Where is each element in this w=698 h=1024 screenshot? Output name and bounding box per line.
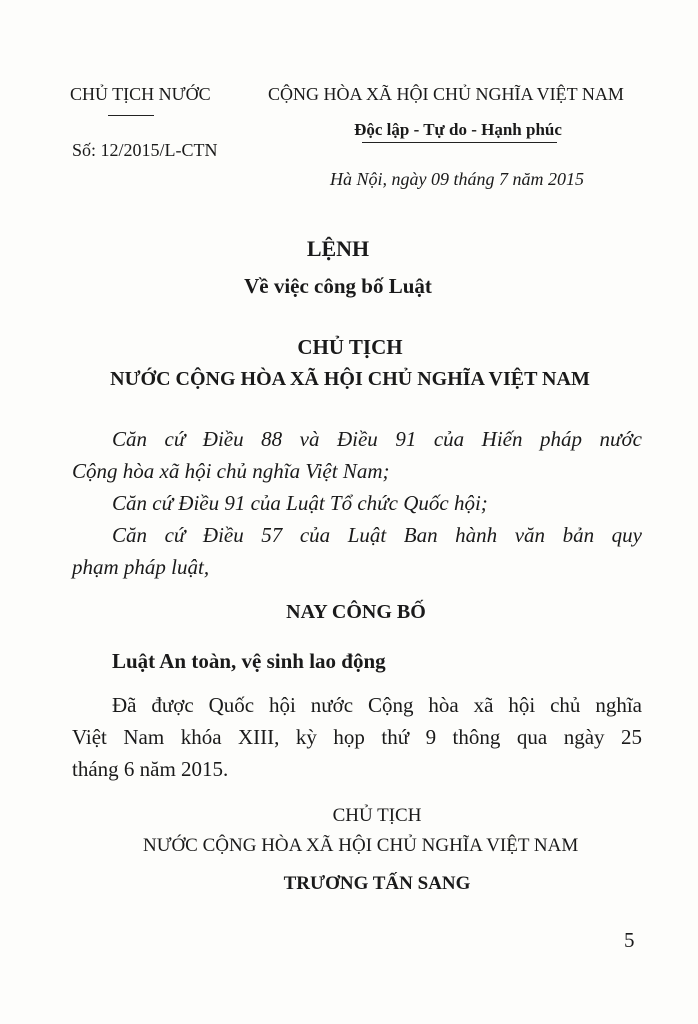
basis-line: Căn cứ Điều 88 và Điều 91 của Hiến pháp nước [112, 427, 642, 451]
document-subject: Về việc công bố Luật [244, 274, 432, 298]
signature-title2: NƯỚC CỘNG HÒA XÃ HỘI CHỦ NGHĨA VIỆT NAM [143, 835, 579, 856]
approval-line: tháng 6 năm 2015. [72, 757, 229, 781]
approval-line: Đã được Quốc hội nước Cộng hòa xã hội chủ nghĩa [112, 693, 642, 717]
basis-line: Căn cứ Điều 91 của Luật Tổ chức Quốc hội; [112, 491, 488, 515]
authority-line2: NƯỚC CỘNG HÒA XÃ HỘI CHỦ NGHĨA VIỆT NAM [110, 368, 590, 390]
authority-line1: CHỦ TỊCH [297, 335, 403, 359]
issuer: CHỦ TỊCH NƯỚC [70, 84, 211, 104]
promulgation-heading: NAY CÔNG BỐ [286, 601, 426, 623]
page-number: 5 [624, 928, 635, 952]
approval-line: Việt Nam khóa XIII, kỳ họp thứ 9 thông qua ngày 25 [72, 725, 642, 749]
document-type: LỆNH [306, 236, 370, 261]
document-number: Số: 12/2015/L-CTN [72, 140, 218, 160]
signature-title1: CHỦ TỊCH [332, 805, 422, 826]
national-title: CỘNG HÒA XÃ HỘI CHỦ NGHĨA VIỆT NAM [268, 84, 624, 104]
motto-underline [362, 142, 557, 143]
law-name: Luật An toàn, vệ sinh lao động [112, 649, 386, 673]
signer-name: TRƯƠNG TẤN SANG [283, 873, 471, 894]
basis-line: phạm pháp luật, [72, 555, 210, 579]
issuer-underline [108, 115, 154, 116]
basis-line: Cộng hòa xã hội chủ nghĩa Việt Nam; [72, 459, 390, 483]
motto: Độc lập - Tự do - Hạnh phúc [354, 120, 562, 139]
basis-line: Căn cứ Điều 57 của Luật Ban hành văn bản quy [112, 523, 642, 547]
place-date: Hà Nội, ngày 09 tháng 7 năm 2015 [330, 169, 584, 189]
